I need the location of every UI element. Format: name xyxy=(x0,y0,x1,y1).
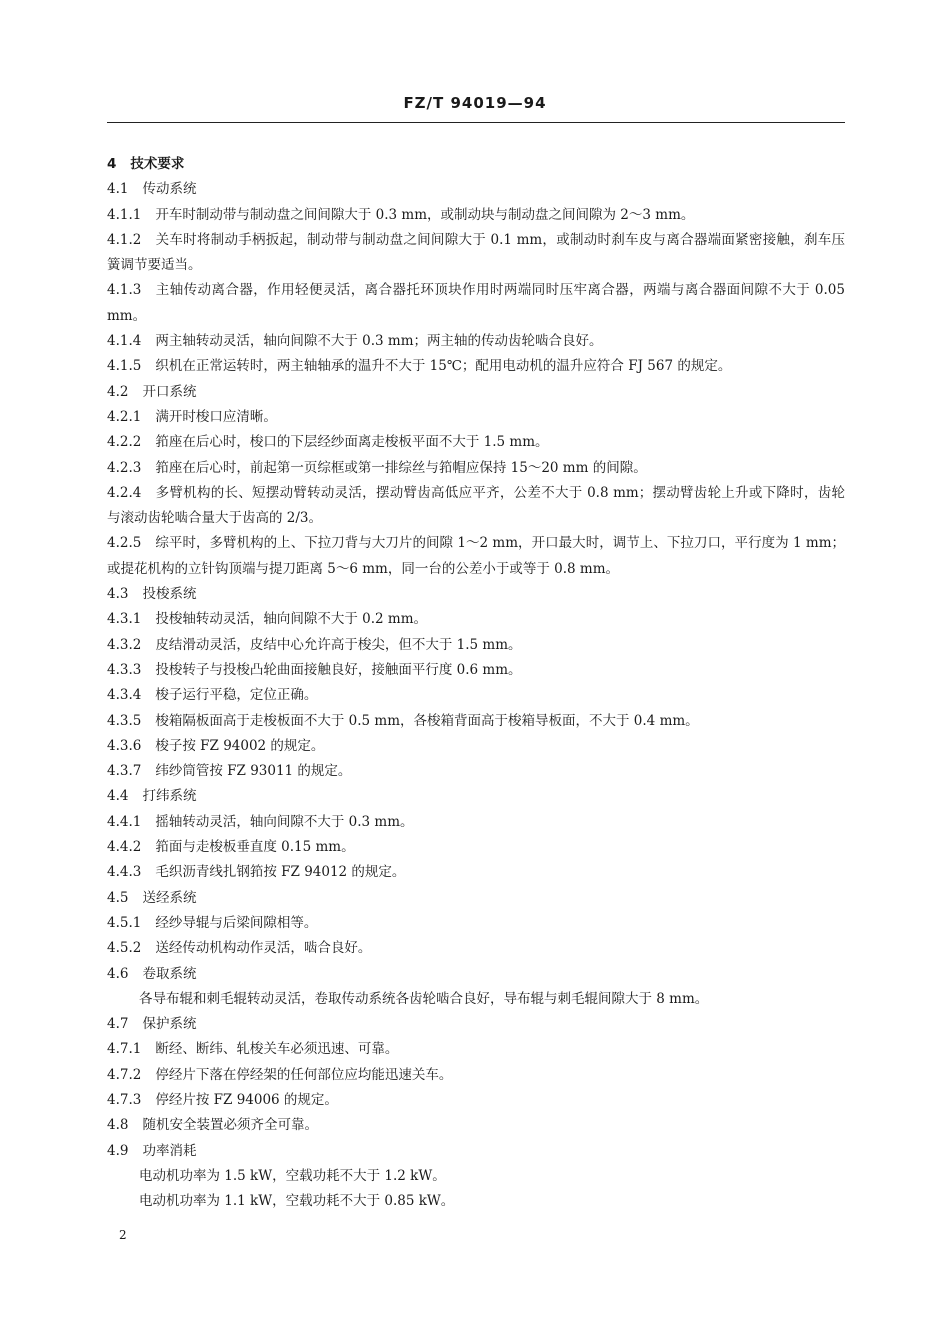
clause-text: 关车时将制动手柄扳起，制动带与制动盘之间间隙大于 0.1 mm，或制动时刹车皮与离合器端面紧密接触，刹车压簧调节要适当。 xyxy=(107,231,845,274)
clause-line xyxy=(107,810,845,835)
clause-text: 毛织沥青线扎钢筘按 FZ 94012 的规定。 xyxy=(155,864,406,881)
clause-line xyxy=(107,1088,845,1113)
clause-text: 电动机功率为 1.5 kW，空载功耗不大于 1.2 kW。 xyxy=(139,1167,446,1184)
clause-line xyxy=(107,405,845,430)
section-number: 4 xyxy=(107,156,117,172)
clause-line xyxy=(107,1113,845,1138)
clause-line xyxy=(107,228,845,279)
clause-text: 经纱导辊与后梁间隙相等。 xyxy=(155,914,318,931)
clause-number: 4.3.5 xyxy=(107,712,142,729)
clause-number: 4.7.2 xyxy=(107,1066,142,1083)
clause-number: 4.2.3 xyxy=(107,459,142,476)
clause-text: 功率消耗 xyxy=(142,1142,197,1159)
clause-number: 4.2.1 xyxy=(107,408,142,425)
clause-line xyxy=(107,835,845,860)
clause-text: 停经片下落在停经架的任何部位应均能迅速关车。 xyxy=(155,1066,453,1083)
clause-line xyxy=(107,886,845,911)
clause-line xyxy=(107,380,845,405)
clause-text: 各导布辊和刺毛辊转动灵活，卷取传动系统各齿轮啮合良好，导布辊与刺毛辊间隙大于 8 mm。 xyxy=(139,990,709,1007)
clause-line xyxy=(107,430,845,455)
clause-text: 开口系统 xyxy=(142,383,197,400)
clause-line xyxy=(107,784,845,809)
clause-line xyxy=(107,1063,845,1088)
clause-line xyxy=(107,683,845,708)
clause-number: 4.3.4 xyxy=(107,687,142,704)
clause-number: 4.5.1 xyxy=(107,914,142,931)
clause-line xyxy=(107,582,845,607)
clause-number: 4.2.2 xyxy=(107,434,142,451)
clause-text: 投梭转子与投梭凸轮曲面接触良好，接触面平行度 0.6 mm。 xyxy=(155,661,522,678)
clause-number: 4.1.1 xyxy=(107,206,142,223)
clause-text: 传动系统 xyxy=(142,181,197,198)
clause-text: 投梭系统 xyxy=(142,586,197,603)
clause-line xyxy=(107,203,845,228)
clause-line xyxy=(107,278,845,329)
clause-line xyxy=(107,1012,845,1037)
clause-text: 梭子运行平稳，定位正确。 xyxy=(155,687,318,704)
clause-text: 投梭轴转动灵活，轴向间隙不大于 0.2 mm。 xyxy=(155,611,428,628)
clause-line xyxy=(107,987,845,1012)
section-title: 技术要求 xyxy=(130,156,185,172)
clause-number: 4.2.4 xyxy=(107,484,142,501)
clause-number: 4.1.2 xyxy=(107,231,142,248)
clause-text: 保护系统 xyxy=(142,1016,197,1033)
clause-line xyxy=(107,456,845,481)
header-rule xyxy=(107,122,845,123)
clause-line xyxy=(107,658,845,683)
page-number: 2 xyxy=(119,1228,127,1242)
clause-number: 4.2.5 xyxy=(107,535,142,552)
clause-text: 满开时梭口应清晰。 xyxy=(155,408,277,425)
clause-line xyxy=(107,759,845,784)
clause-text: 随机安全装置必须齐全可靠。 xyxy=(142,1117,318,1134)
clause-line xyxy=(107,177,845,202)
clause-number: 4.6 xyxy=(107,965,129,982)
clause-line xyxy=(107,1189,845,1214)
clause-number: 4.3.3 xyxy=(107,661,142,678)
clause-text: 梭箱隔板面高于走梭板面不大于 0.5 mm，各梭箱背面高于梭箱导板面，不大于 0.4 mm。 xyxy=(155,712,699,729)
clause-number: 4.4.1 xyxy=(107,813,142,830)
clause-text: 筘座在后心时，梭口的下层经纱面离走梭板平面不大于 1.5 mm。 xyxy=(155,434,549,451)
clause-list xyxy=(107,177,845,1214)
clause-number: 4.8 xyxy=(107,1117,129,1134)
clause-line xyxy=(107,962,845,987)
clause-line xyxy=(107,354,845,379)
clause-line xyxy=(107,860,845,885)
clause-number: 4.7.3 xyxy=(107,1091,142,1108)
clause-line xyxy=(107,329,845,354)
clause-text: 主轴传动离合器，作用轻便灵活，离合器托环顶块作用时两端同时压牢离合器，两端与离合器面间隙不大于 0.05 mm。 xyxy=(107,282,845,324)
clause-text: 皮结滑动灵活，皮结中心允许高于梭尖，但不大于 1.5 mm。 xyxy=(155,636,522,653)
clause-line xyxy=(107,709,845,734)
clause-number: 4.3.2 xyxy=(107,636,142,653)
clause-text: 卷取系统 xyxy=(142,965,197,982)
clause-text: 织机在正常运转时，两主轴轴承的温升不大于 15℃；配用电动机的温升应符合 FJ 567 的规定。 xyxy=(155,358,732,375)
clause-line xyxy=(107,531,845,582)
clause-number: 4.1.3 xyxy=(107,282,142,299)
clause-number: 4.4.2 xyxy=(107,839,142,856)
clause-line xyxy=(107,936,845,961)
clause-line xyxy=(107,481,845,532)
clause-number: 4.1.5 xyxy=(107,358,142,375)
clause-line xyxy=(107,1164,845,1189)
clause-number: 4.3.7 xyxy=(107,763,142,780)
clause-line xyxy=(107,607,845,632)
clause-line xyxy=(107,633,845,658)
document-body xyxy=(107,152,845,1214)
clause-number: 4.3 xyxy=(107,586,129,603)
clause-text: 送经传动机构动作灵活，啮合良好。 xyxy=(155,940,372,957)
clause-text: 筘面与走梭板垂直度 0.15 mm。 xyxy=(155,839,355,856)
clause-number: 4.3.1 xyxy=(107,611,142,628)
clause-text: 开车时制动带与制动盘之间间隙大于 0.3 mm，或制动块与制动盘之间间隙为 2～3 mm。 xyxy=(155,206,695,223)
clause-number: 4.7 xyxy=(107,1016,129,1033)
clause-number: 4.7.1 xyxy=(107,1041,142,1058)
clause-text: 断经、断纬、轧梭关车必须迅速、可靠。 xyxy=(155,1041,399,1058)
clause-number: 4.4 xyxy=(107,788,129,805)
clause-number: 4.3.6 xyxy=(107,737,142,754)
clause-text: 两主轴转动灵活，轴向间隙不大于 0.3 mm；两主轴的传动齿轮啮合良好。 xyxy=(155,333,603,350)
clause-text: 多臂机构的长、短摆动臂转动灵活，摆动臂齿高低应平齐，公差不大于 0.8 mm；摆动臂齿轮上升或下降时，齿轮与滚动齿轮啮合量大于齿高的 2/3。 xyxy=(107,484,845,527)
clause-text: 停经片按 FZ 94006 的规定。 xyxy=(155,1091,338,1108)
clause-line xyxy=(107,1037,845,1062)
clause-text: 筘座在后心时，前起第一页综框或第一排综丝与筘帽应保持 15～20 mm 的间隙。 xyxy=(155,459,647,476)
clause-line xyxy=(107,911,845,936)
clause-text: 摇轴转动灵活，轴向间隙不大于 0.3 mm。 xyxy=(155,813,414,830)
clause-text: 打纬系统 xyxy=(142,788,197,805)
document-code-header: FZ/T 94019—94 xyxy=(403,94,547,112)
section-heading xyxy=(107,152,845,177)
clause-text: 综平时，多臂机构的上、下拉刀背与大刀片的间隙 1～2 mm，开口最大时，调节上、下拉刀口，平行度为 1 mm；或提花机构的立针钩顶端与提刀距离 5～6 mm，同一台的公差小于或等于 0.8 mm。 xyxy=(107,535,845,577)
clause-number: 4.9 xyxy=(107,1142,129,1159)
clause-number: 4.1 xyxy=(107,181,129,198)
clause-line xyxy=(107,734,845,759)
clause-text: 电动机功率为 1.1 kW，空载功耗不大于 0.85 kW。 xyxy=(139,1193,455,1210)
clause-text: 送经系统 xyxy=(142,889,197,906)
clause-text: 梭子按 FZ 94002 的规定。 xyxy=(155,737,325,754)
clause-number: 4.4.3 xyxy=(107,864,142,881)
clause-number: 4.2 xyxy=(107,383,129,400)
clause-number: 4.5.2 xyxy=(107,940,142,957)
clause-text: 纬纱筒管按 FZ 93011 的规定。 xyxy=(155,763,352,780)
clause-number: 4.1.4 xyxy=(107,333,142,350)
clause-number: 4.5 xyxy=(107,889,129,906)
clause-line xyxy=(107,1139,845,1164)
